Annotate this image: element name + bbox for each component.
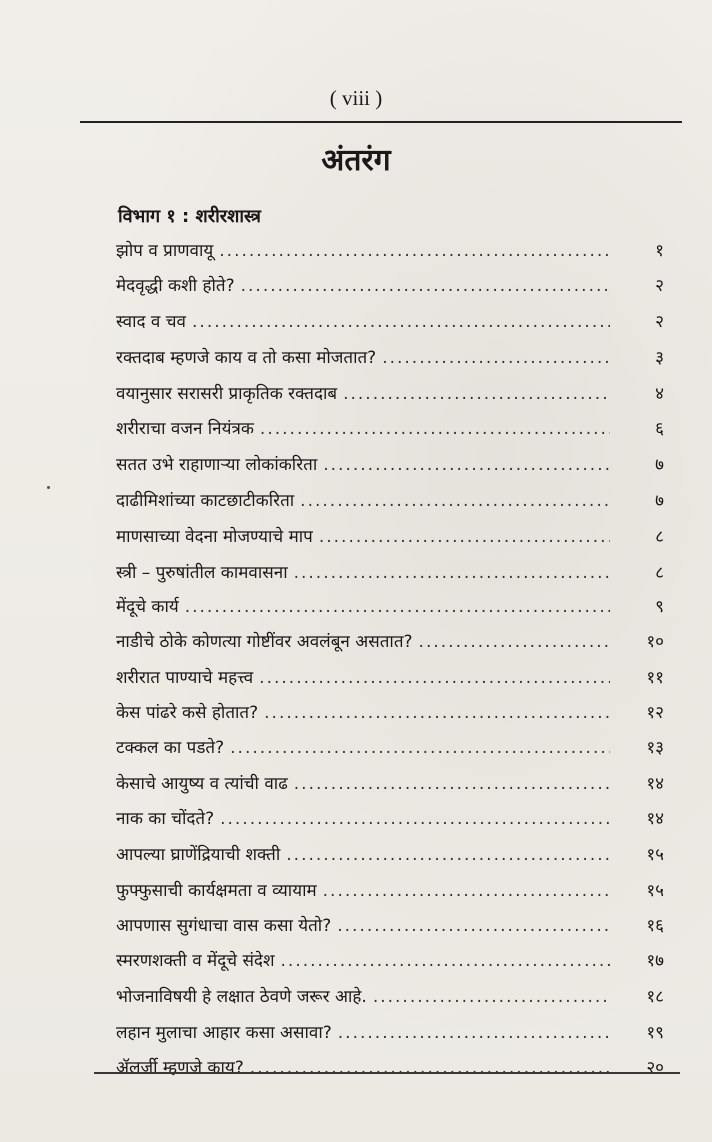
toc-entry bbox=[116, 552, 664, 584]
page-number: ( viii ) bbox=[329, 86, 383, 110]
toc-entry bbox=[116, 230, 664, 262]
toc-entry-title: आपल्या घ्राणेंद्रियाची शक्ती bbox=[116, 845, 281, 865]
toc-entry-page: ८ bbox=[655, 527, 664, 547]
dot-leader bbox=[323, 454, 610, 476]
dot-leader bbox=[241, 275, 610, 297]
dot-leader bbox=[259, 667, 610, 689]
toc-entry bbox=[116, 692, 664, 724]
toc-entry bbox=[116, 480, 664, 512]
toc-entry-title: ॲलर्जी म्हणजे काय? bbox=[116, 1058, 244, 1078]
toc-entry-title: रक्तदाब म्हणजे काय व तो कसा मोजतात? bbox=[116, 348, 377, 368]
toc-entry bbox=[116, 373, 664, 405]
toc-entry-title: लहान मुलाचा आहार कसा असावा? bbox=[116, 1023, 332, 1043]
dot-leader bbox=[338, 1022, 610, 1044]
toc-entry bbox=[116, 337, 664, 369]
header-rule bbox=[80, 121, 682, 123]
toc-entry bbox=[116, 976, 664, 1008]
toc-entry-page: १९ bbox=[646, 1023, 664, 1043]
dot-leader bbox=[294, 773, 610, 795]
toc-entry-page: ९ bbox=[655, 597, 664, 617]
toc-entry bbox=[116, 301, 664, 333]
toc-entry-title: स्वाद व चव bbox=[116, 312, 187, 332]
toc-entry bbox=[116, 798, 664, 830]
toc-entry-page: २ bbox=[655, 312, 664, 332]
dot-leader bbox=[220, 808, 610, 830]
dot-leader bbox=[382, 347, 610, 369]
toc-entry-page: १६ bbox=[646, 916, 664, 936]
toc-entry bbox=[116, 444, 664, 476]
dot-leader bbox=[264, 702, 610, 724]
toc-entry-page: २ bbox=[655, 276, 664, 296]
toc-entry-title: शरीराचा वजन नियंत्रक bbox=[116, 419, 254, 439]
toc-entry bbox=[116, 1012, 664, 1044]
dot-leader bbox=[419, 631, 610, 653]
dot-leader bbox=[294, 562, 610, 584]
toc-entry-page: १० bbox=[646, 632, 664, 652]
dot-leader bbox=[260, 418, 610, 440]
toc-entry bbox=[116, 870, 664, 902]
toc-entry-title: भोजनाविषयी हे लक्षात ठेवणे जरूर आहे. bbox=[116, 987, 367, 1007]
dot-leader bbox=[343, 383, 610, 405]
dot-leader bbox=[373, 986, 610, 1008]
toc-entry-page: १२ bbox=[646, 703, 664, 723]
toc-entry-title: मेंदूचे कार्य bbox=[116, 597, 179, 617]
toc-entry-title: शरीरात पाण्याचे महत्त्व bbox=[116, 668, 254, 688]
toc-entry-page: १४ bbox=[646, 774, 664, 794]
toc-entry-title: सतत उभे राहाणाऱ्या लोकांकरिता bbox=[116, 455, 318, 475]
toc-entry-title: झोप व प्राणवायू bbox=[116, 241, 214, 261]
section-title: विभाग १ : शरीरशास्त्र bbox=[118, 206, 261, 227]
toc-entry bbox=[116, 657, 664, 689]
dot-leader bbox=[323, 880, 610, 902]
toc-entry-title: दाढीमिशांच्या काटछाटीकरिता bbox=[116, 491, 295, 511]
toc-entry-page: ११ bbox=[646, 668, 664, 688]
dot-leader bbox=[230, 737, 610, 759]
dot-leader bbox=[319, 526, 610, 548]
toc-entry-title: स्मरणशक्ती व मेंदूचे संदेश bbox=[116, 951, 275, 971]
dot-leader bbox=[286, 844, 610, 866]
toc-entry-title: आपणास सुगंधाचा वास कसा येतो? bbox=[116, 916, 332, 936]
toc-entry-page: १ bbox=[655, 241, 664, 261]
toc-entry-page: ४ bbox=[655, 384, 664, 404]
toc-entry-title: केसाचे आयुष्य व त्यांची वाढ bbox=[116, 774, 288, 794]
toc-entry bbox=[116, 586, 664, 618]
toc-entry-page: ३ bbox=[655, 348, 664, 368]
toc-entry bbox=[116, 516, 664, 548]
dot-leader bbox=[337, 915, 610, 937]
toc-entry-page: १३ bbox=[646, 738, 664, 758]
dot-leader bbox=[192, 311, 610, 333]
toc-entry-title: केस पांढरे कसे होतात? bbox=[116, 703, 259, 723]
toc-entry-page: १८ bbox=[646, 987, 664, 1007]
toc-entry-title: मेदवृद्धी कशी होते? bbox=[116, 276, 235, 296]
toc-entry-title: माणसाच्या वेदना मोजण्याचे माप bbox=[116, 527, 313, 547]
dot-leader bbox=[185, 596, 610, 618]
toc-entry bbox=[116, 940, 664, 972]
dot-leader bbox=[300, 490, 610, 512]
toc-entry bbox=[116, 408, 664, 440]
toc-entry-title: स्त्री – पुरुषांतील कामवासना bbox=[116, 563, 288, 583]
footer-rule bbox=[94, 1072, 680, 1074]
toc-entry bbox=[116, 621, 664, 653]
dot-leader bbox=[250, 1057, 610, 1079]
toc-entry-page: १७ bbox=[646, 951, 664, 971]
toc-entry bbox=[116, 763, 664, 795]
toc-entry-page: ८ bbox=[655, 563, 664, 583]
toc-entry-page: ७ bbox=[655, 455, 664, 475]
toc-entry-title: फुफ्फुसाची कार्यक्षमता व व्यायाम bbox=[116, 881, 317, 901]
dot-leader bbox=[219, 240, 610, 262]
page-heading: अंतरंग bbox=[321, 143, 391, 178]
toc-entry-page: २० bbox=[646, 1058, 664, 1078]
toc-entry bbox=[116, 1047, 664, 1079]
toc-entry bbox=[116, 834, 664, 866]
toc-entry-page: १५ bbox=[646, 881, 664, 901]
toc-entry-title: वयानुसार सरासरी प्राकृतिक रक्तदाब bbox=[116, 384, 338, 404]
paper-speck bbox=[47, 486, 50, 489]
toc-entry-page: ६ bbox=[655, 419, 664, 439]
toc-entry-title: टक्कल का पडते? bbox=[116, 738, 225, 758]
toc-entry bbox=[116, 727, 664, 759]
toc-entry-page: १४ bbox=[646, 809, 664, 829]
toc-entry bbox=[116, 905, 664, 937]
toc-entry-page: १५ bbox=[646, 845, 664, 865]
toc-entry-title: नाक का चोंदते? bbox=[116, 809, 215, 829]
toc-entry bbox=[116, 265, 664, 297]
dot-leader bbox=[281, 950, 610, 972]
toc-entry-title: नाडीचे ठोके कोणत्या गोष्टींवर अवलंबून असतात? bbox=[116, 632, 413, 652]
toc-entry-page: ७ bbox=[655, 491, 664, 511]
